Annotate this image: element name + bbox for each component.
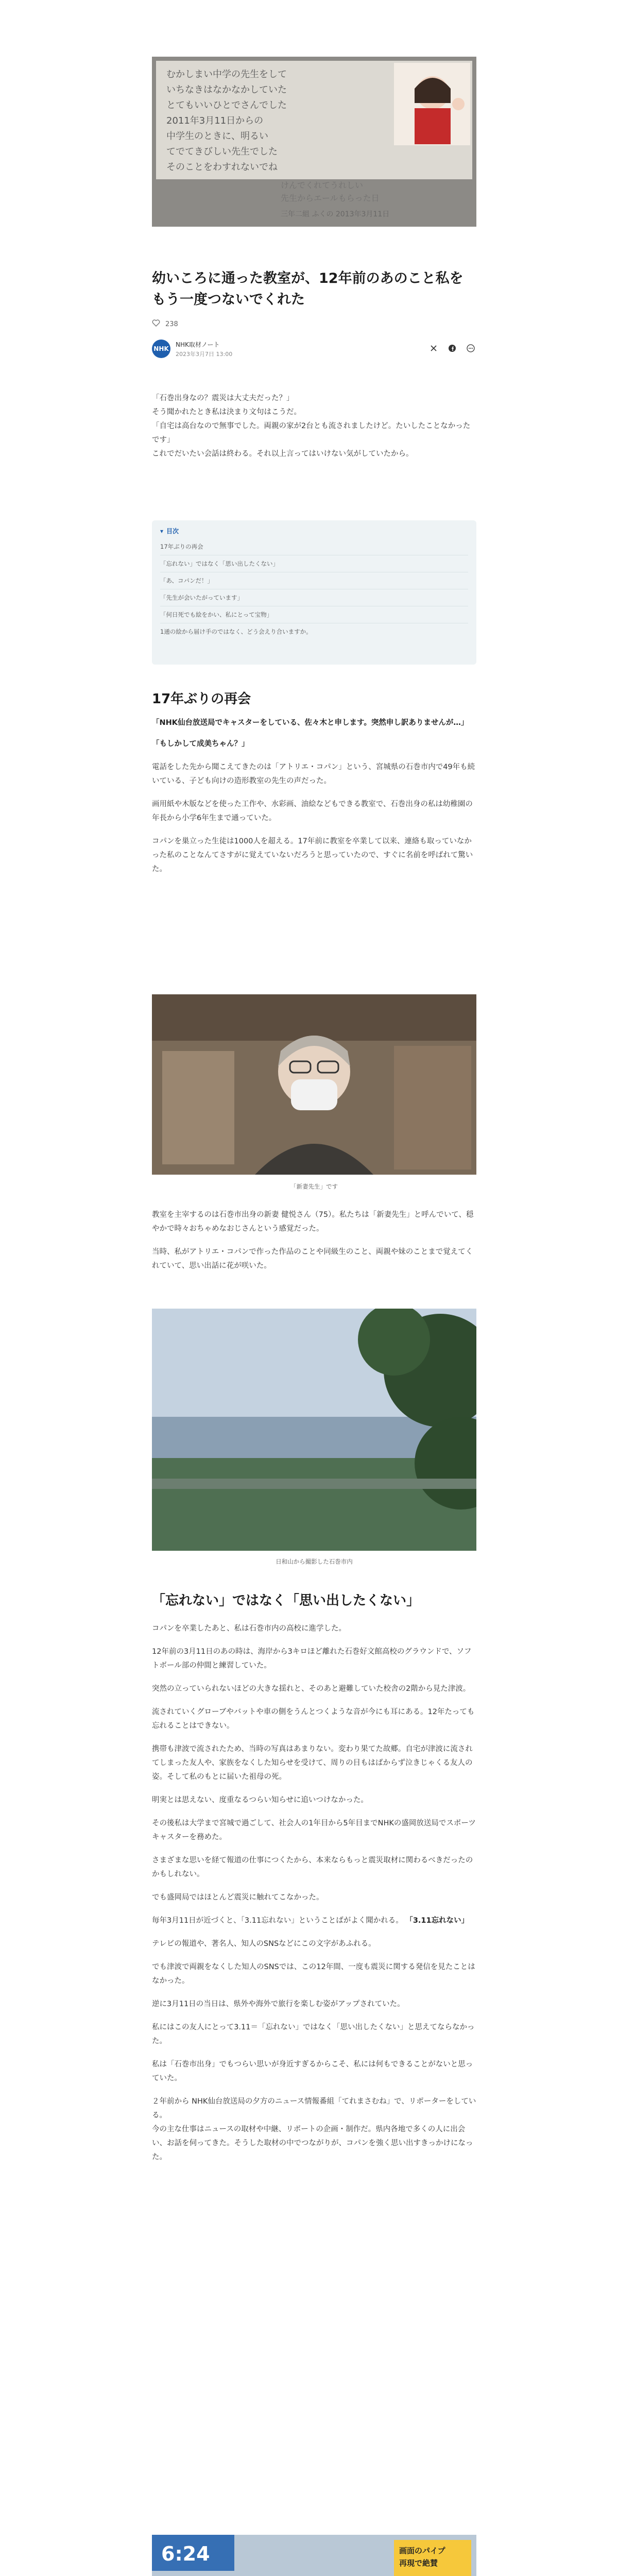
x-share-icon[interactable]	[428, 343, 439, 354]
hero-signature: 三年二組 ふくの 2013年3月11日	[281, 210, 390, 218]
section1-body-2	[152, 1208, 476, 1273]
paragraph: 明実とは思えない、度重なるつらい知らせに追いつけなかった。	[152, 1796, 368, 1804]
city-photo	[152, 1309, 476, 1551]
table-of-contents	[152, 520, 476, 665]
paragraph-text: 毎年3月11日が近づくと、「3.11忘れない」ということばがよく聞かれる。	[152, 1917, 403, 1925]
publish-date: 2023年3月7日 13:00	[176, 350, 233, 358]
photo-caption: 「新妻先生」です	[290, 1183, 338, 1190]
share-actions	[428, 343, 476, 354]
paragraph: コパンを巣立った生徒は1000人を超える。17年前に教室を卒業して以来、連絡も取っていなかった私のことなんてさすがに覚えていないだろうと思っていたので、すぐに名前を呼ばれて驚いた。	[152, 837, 473, 873]
paragraph: でも津波で両親をなくした知人のSNSでは、この12年間、一度も震災に関する発信を見たことはなかった。	[152, 1963, 475, 1985]
paragraph: 流されていくグローブやバットや車の側をうんとつくような音が今にも耳にある。12年たっても忘れることはできない。	[152, 1708, 475, 1730]
paragraph: その後私は大学まで宮城で過ごして、社会人の1年目から5年目までNHKの盛岡放送局でスポーツキャスターを務めた。	[152, 1819, 476, 1841]
author-name[interactable]: NHK取材ノート	[176, 341, 220, 348]
toc-item[interactable]: 1通の絵から届け手のではなく、どう会えり合いますか。	[160, 628, 312, 635]
section-heading: 「忘れない」ではなく「思い出したくない」	[152, 1593, 420, 1608]
paragraph: 私は「石巻市出身」でもつらい思いが身近すぎるからこそ、私には何もできることがないと思っていた。	[152, 2060, 473, 2082]
intro-line: 「自宅は高台なので無事でした。両親の家が2台とも流されましたけど。たいしたことなかったです」	[152, 422, 471, 444]
hero-text-line: てでてきびしい先生でした	[166, 146, 278, 157]
hero-text-line: 先生からエールもらった日	[281, 193, 380, 203]
tv-badge: 画面のパイプ	[399, 2546, 445, 2555]
tv-screenshot	[152, 2535, 476, 2576]
paragraph: 電話をした先から聞こえてきたのは「アトリエ・コパン」という、宮城県の石巻市内で49年も続いている、子ども向けの造形教室の先生の声だった。	[152, 763, 475, 785]
section-heading: 17年ぶりの再会	[152, 691, 251, 707]
hero-text-line: 2011年3月11日からの	[166, 115, 264, 126]
section1-body	[152, 716, 476, 876]
hero-text-line: むかしまい中学の先生をして	[166, 69, 287, 80]
facebook-share-icon[interactable]	[447, 343, 458, 354]
paragraph: でも盛岡局ではほとんど震災に触れてこなかった。	[152, 1893, 324, 1902]
paragraph: 逆に3月11日の当日は、県外や海外で旅行を楽しむ姿がアップされていた。	[152, 2000, 405, 2008]
hero-text-line: 中学生のときに、明るい	[166, 131, 268, 142]
tv-time: 6:24	[161, 2543, 210, 2565]
paragraph: テレビの報道や、著名人、知人のSNSなどにこの文字があふれる。	[152, 1940, 376, 1948]
paragraph: 画用紙や木版などを使った工作や、水彩画、油絵などもできる教室で、石巻出身の私は幼稚園の年長から小学6年生まで通っていた。	[152, 800, 473, 822]
paragraph: 携帯も津波で流されたため、当時の写真はあまりない。変わり果てた故郷。自宅が津波に流されてしまった友人や、家族をなくした知らせを受けて、周りの目もはばからず泣きじゃくる友人の姿。そして私のもとに届いた祖母の死。	[152, 1745, 473, 1781]
toc-item[interactable]: 「何日死でも絵をかい、私にとって宝物」	[160, 606, 468, 623]
section2-body	[152, 1622, 476, 2164]
intro-line: これでだいたい会話は終わる。それ以上言ってはいけない気がしていたから。	[152, 450, 414, 458]
toc-heading[interactable]: ▾ 目次	[160, 527, 179, 535]
teacher-photo	[152, 994, 476, 1175]
toc-item[interactable]: 「あ、コパンだ！」	[160, 572, 468, 589]
hero-image	[152, 57, 476, 227]
heart-icon[interactable]	[152, 319, 160, 329]
toc-item[interactable]: 17年ぶりの再会	[160, 538, 468, 555]
hero-text-line: そのことをわすれないでね	[166, 162, 278, 173]
paragraph: コパンを卒業したあと、私は石巻市内の高校に進学した。	[152, 1624, 346, 1633]
toc-item[interactable]: 「忘れない」ではなく「思い出したくない」	[160, 555, 468, 572]
toc-item[interactable]: 「先生が会いたがっています」	[160, 589, 468, 606]
like-bar	[152, 318, 476, 330]
tv-badge: 再現で絶賛	[399, 2558, 438, 2568]
intro-line: そう聞かれたとき私は決まり文句はこうだ。	[152, 408, 301, 416]
paragraph: ２年前から NHK仙台放送局の夕方のニュース情報番組「てれまさむね」で、リポーターをしている。	[152, 2097, 476, 2120]
article-title: 幼いころに通った教室が、12年前のあのこと私をもう一度つないでくれた	[152, 270, 464, 308]
author-row	[152, 337, 476, 360]
hero-text-line: とてもいいひとでさんでした	[166, 100, 287, 111]
highlight: 「3.11忘れない」	[405, 1917, 469, 1925]
paragraph: 私にはこの友人にとって3.11＝「忘れない」ではなく「思い出したくない」と思えてならなかった。	[152, 2023, 475, 2045]
hero-text-line: いちなきはなかなかしていた	[166, 84, 287, 95]
intro-text	[152, 392, 476, 461]
paragraph	[152, 1914, 476, 1928]
photo-caption: 日和山から撮影した石巻市内	[276, 1558, 353, 1565]
quote: 「もしかして成美ちゃん？」	[152, 740, 249, 748]
paragraph: 教室を主宰するのは石巻市出身の新妻 健悦さん（75）。私たちは「新妻先生」と呼んでいて、穏やかで時々おちゃめなおじさんという感覚だった。	[152, 1211, 474, 1233]
paragraph: さまざまな思いを経て報道の仕事につくたから、本来ならもっと震災取材に関わるべきだったのかもしれない。	[152, 1856, 473, 1878]
more-icon[interactable]	[465, 343, 476, 354]
quote: 「NHK仙台放送局でキャスターをしている、佐々木と申します。突然申し訳ありませんが…」	[152, 719, 469, 727]
paragraph: 12年前の3月11日のあの時は、海岸から3キロほど離れた石巻好文館高校のグラウンドで、ソフトボール部の仲間と練習していた。	[152, 1648, 472, 1670]
chevron-down-icon: ▾	[160, 527, 164, 535]
paragraph: 今の主な仕事はニュースの取材や中継、リポートの企画・制作だ。県内各地で多くの人に出会い、お話を伺ってきた。そうした取材の中でつながりが、コパンを強く思い出すきっかけになった。	[152, 2125, 473, 2161]
intro-line: 「石巻出身なの？震災は大丈夫だった？」	[152, 394, 294, 402]
like-count: 238	[165, 320, 178, 328]
author-avatar[interactable]: NHK	[152, 340, 170, 358]
paragraph: 当時、私がアトリエ・コパンで作った作品のことや同級生のこと、両親や妹のことまで覚えてくれていて、思い出話に花が咲いた。	[152, 1248, 473, 1270]
hero-text-line: けんでくれてうれしい	[281, 180, 364, 190]
paragraph: 突然の立っていられないほどの大きな揺れと、そのあと避難していた校舎の2階から見た津波。	[152, 1685, 471, 1693]
